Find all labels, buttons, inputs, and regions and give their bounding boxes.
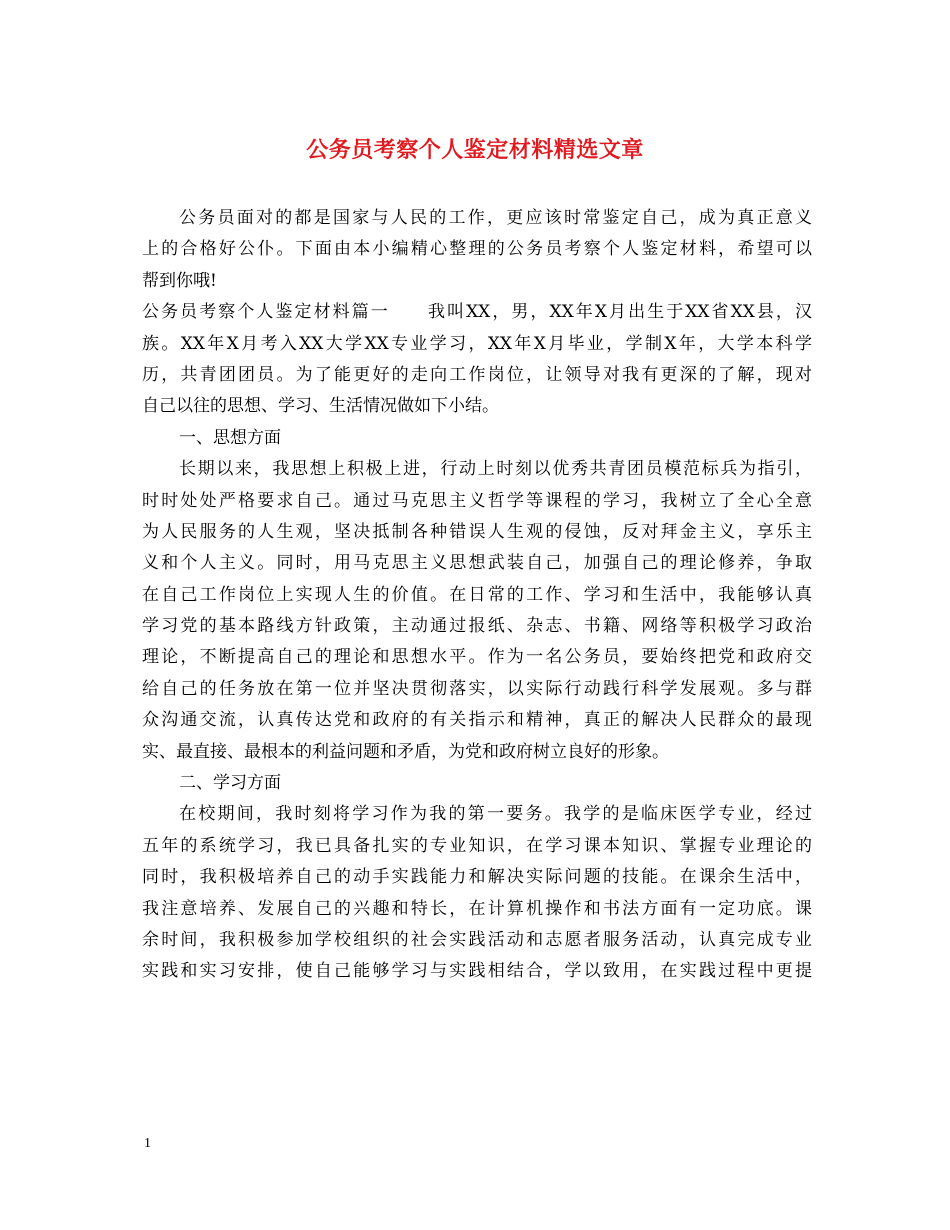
body-line: 在校期间，我时刻将学习作为我的第一要务。我学的是临床医学专业，经过 xyxy=(179,804,812,825)
body-line: 历，共青团团员。为了能更好的走向工作岗位，让领导对我有更深的了解，现对 xyxy=(142,364,812,385)
body-line: 自己以往的思想、学习、生活情况做如下小结。 xyxy=(142,396,499,417)
document-body xyxy=(142,203,812,988)
body-line: 为人民服务的人生观，坚决抵制各种错误人生观的侵蚀，反对拜金主义，享乐主 xyxy=(142,521,812,542)
body-line: 余时间，我积极参加学校组织的社会实践活动和志愿者服务活动，认真完成专业 xyxy=(142,929,812,950)
body-line: 实、最直接、最根本的利益问题和矛盾，为党和政府树立良好的形象。 xyxy=(142,741,669,762)
body-line: 公务员面对的都是国家与人民的工作，更应该时常鉴定自己，成为真正意义 xyxy=(179,208,812,228)
body-line: 上的合格好公仆。下面由本小编精心整理的公务员考察个人鉴定材料，希望可以 xyxy=(142,239,812,260)
body-line: 我注意培养、发展自己的兴趣和特长，在计算机操作和书法方面有一定功底。课 xyxy=(142,898,812,919)
body-line: 给自己的任务放在第一位并坚决贯彻落实，以实际行动践行科学发展观。多与群 xyxy=(142,678,812,699)
document-title: 公务员考察个人鉴定材料精选文章 xyxy=(306,137,644,163)
body-line: 众沟通交流，认真传达党和政府的有关指示和精神，真正的解决人民群众的最现 xyxy=(142,710,812,731)
body-line: 时时处处严格要求自己。通过马克思主义哲学等课程的学习，我树立了全心全意 xyxy=(142,490,812,511)
body-line: 五年的系统学习，我已具备扎实的专业知识，在学习课本知识、掌握专业理论的 xyxy=(142,835,812,856)
page-number: 1 xyxy=(144,1136,151,1151)
body-line: 在自己工作岗位上实现人生的价值。在日常的工作、学习和生活中，我能够认真 xyxy=(142,584,812,605)
body-line: 义和个人主义。同时，用马克思主义思想武装自己，加强自己的理论修养，争取 xyxy=(142,553,812,574)
body-line: 学习党的基本路线方针政策，主动通过报纸、杂志、书籍、网络等积极学习政治 xyxy=(142,616,812,637)
body-line: 长期以来，我思想上积极上进，行动上时刻以优秀共青团员模范标兵为指引， xyxy=(179,459,812,480)
body-line: 帮到你哦! xyxy=(142,270,217,291)
body-line: 同时，我积极培养自己的动手实践能力和解决实际问题的技能。在课余生活中， xyxy=(142,867,812,888)
body-line: 实践和实习安排，使自己能够学习与实践相结合，学以致用，在实践过程中更提 xyxy=(142,961,812,982)
section-heading: 一、思想方面 xyxy=(179,427,281,448)
section-heading: 二、学习方面 xyxy=(179,773,281,794)
body-line: 理论，不断提高自己的理论和思想水平。作为一名公务员，要始终把党和政府交 xyxy=(142,647,812,668)
body-line: 公务员考察个人鉴定材料篇一 我叫XX，男，XX年X月出生于XX省XX县，汉 xyxy=(142,302,812,323)
body-line: 族。XX年X月考入XX大学XX专业学习，XX年X月毕业，学制X年，大学本科学 xyxy=(142,333,812,354)
